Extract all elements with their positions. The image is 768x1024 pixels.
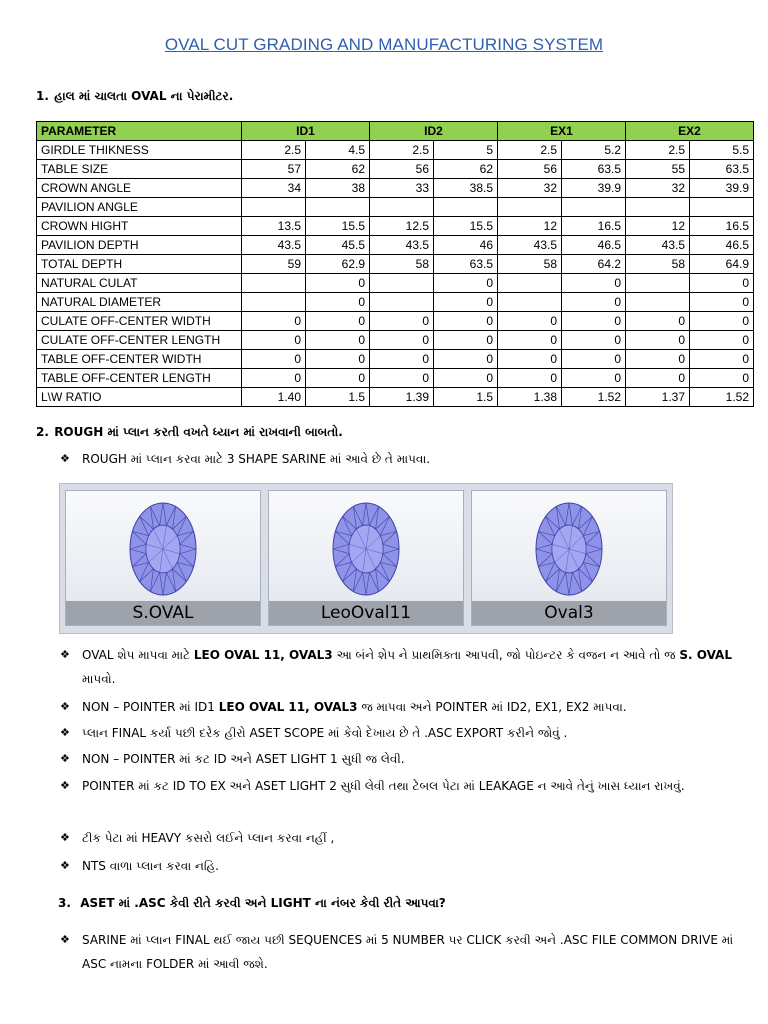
- list-item: [60, 721, 740, 745]
- parameter-value: [498, 293, 562, 312]
- parameter-value: [242, 274, 306, 293]
- parameter-value: 56: [498, 160, 562, 179]
- parameter-value: 0: [690, 369, 754, 388]
- bullet-icon: ❖: [60, 831, 70, 844]
- parameter-value: 0: [498, 331, 562, 350]
- shape-caption: Oval3: [472, 601, 666, 625]
- parameter-value: 1.39: [370, 388, 434, 407]
- parameter-value: 46: [434, 236, 498, 255]
- shape-caption: LeoOval11: [269, 601, 463, 625]
- shape-panel: [59, 483, 673, 634]
- parameter-value: 0: [306, 312, 370, 331]
- table-row: [37, 179, 754, 198]
- shape-caption: S.OVAL: [66, 601, 260, 625]
- table-header-row: [37, 122, 754, 141]
- parameter-value: 0: [562, 331, 626, 350]
- parameter-value: 2.5: [370, 141, 434, 160]
- parameter-value: 0: [434, 369, 498, 388]
- bullet-icon: ❖: [60, 700, 70, 713]
- parameter-value: [498, 274, 562, 293]
- parameter-value: 16.5: [690, 217, 754, 236]
- section-3-heading: [58, 896, 446, 911]
- parameter-value: 58: [626, 255, 690, 274]
- parameter-value: 0: [306, 350, 370, 369]
- parameter-value: 0: [626, 312, 690, 331]
- parameter-value: 12.5: [370, 217, 434, 236]
- table-header-cell: EX2: [626, 122, 754, 141]
- parameter-value: 1.52: [562, 388, 626, 407]
- parameter-value: 13.5: [242, 217, 306, 236]
- parameter-value: 0: [242, 350, 306, 369]
- parameter-value: 0: [306, 274, 370, 293]
- parameter-value: 0: [434, 331, 498, 350]
- bullet-text: NON – POINTER માં ID1 LEO OVAL 11, OVAL3 જ માપવા અને POINTER માં ID2, EX1, EX2 માપવા.: [82, 700, 627, 714]
- parameter-value: 0: [626, 350, 690, 369]
- table-row: [37, 312, 754, 331]
- parameter-value: 58: [370, 255, 434, 274]
- parameter-label: TOTAL DEPTH: [37, 255, 242, 274]
- parameter-value: 32: [626, 179, 690, 198]
- parameter-value: 0: [498, 312, 562, 331]
- parameter-label: PAVILION ANGLE: [37, 198, 242, 217]
- parameter-label: CULATE OFF-CENTER WIDTH: [37, 312, 242, 331]
- table-row: [37, 141, 754, 160]
- oval-diamond-icon: [330, 499, 402, 599]
- parameter-value: 16.5: [562, 217, 626, 236]
- parameter-value: 46.5: [690, 236, 754, 255]
- parameter-value: 0: [242, 331, 306, 350]
- parameter-value: [498, 198, 562, 217]
- parameter-value: 2.5: [242, 141, 306, 160]
- parameter-label: CROWN ANGLE: [37, 179, 242, 198]
- parameter-value: 12: [498, 217, 562, 236]
- parameter-value: 0: [690, 312, 754, 331]
- parameter-value: 43.5: [370, 236, 434, 255]
- table-row: [37, 388, 754, 407]
- table-header-cell: EX1: [498, 122, 626, 141]
- table-row: [37, 293, 754, 312]
- parameter-value: 43.5: [498, 236, 562, 255]
- parameter-value: 63.5: [434, 255, 498, 274]
- parameter-value: 39.9: [690, 179, 754, 198]
- table-header-cell: ID1: [242, 122, 370, 141]
- shape-card[interactable]: [471, 490, 667, 626]
- shape-card[interactable]: [268, 490, 464, 626]
- bullet-icon: ❖: [60, 726, 70, 739]
- parameter-value: 1.40: [242, 388, 306, 407]
- parameter-value: 0: [306, 369, 370, 388]
- shape-card[interactable]: [65, 490, 261, 626]
- parameter-value: 0: [434, 312, 498, 331]
- parameter-value: 12: [626, 217, 690, 236]
- parameter-value: 0: [370, 331, 434, 350]
- parameter-value: [242, 198, 306, 217]
- parameter-value: 63.5: [690, 160, 754, 179]
- list-item: [60, 928, 740, 976]
- list-item: [60, 695, 740, 719]
- parameter-value: 0: [306, 331, 370, 350]
- page-title: OVAL CUT GRADING AND MANUFACTURING SYSTEM: [164, 35, 604, 54]
- parameter-value: 0: [370, 312, 434, 331]
- parameter-value: 43.5: [242, 236, 306, 255]
- parameter-value: 39.9: [562, 179, 626, 198]
- parameter-value: [306, 198, 370, 217]
- parameter-value: [626, 293, 690, 312]
- bullet-text: ટીક પેટા માં HEAVY કસરો લઈને પ્લાન કરવા નહીં ,: [82, 831, 335, 845]
- parameter-value: 1.5: [306, 388, 370, 407]
- table-row: [37, 236, 754, 255]
- parameter-value: 0: [370, 369, 434, 388]
- parameter-value: 1.37: [626, 388, 690, 407]
- parameter-label: CULATE OFF-CENTER LENGTH: [37, 331, 242, 350]
- parameter-value: 0: [242, 312, 306, 331]
- section-number: 3.: [58, 896, 71, 910]
- parameter-value: 64.2: [562, 255, 626, 274]
- parameter-label: CROWN HIGHT: [37, 217, 242, 236]
- table-row: [37, 198, 754, 217]
- parameter-value: 43.5: [626, 236, 690, 255]
- parameter-value: 1.52: [690, 388, 754, 407]
- list-item: [60, 826, 740, 850]
- parameter-value: 4.5: [306, 141, 370, 160]
- oval-diamond-icon: [127, 499, 199, 599]
- parameter-value: 5.5: [690, 141, 754, 160]
- parameter-value: 0: [434, 274, 498, 293]
- section-1-heading: [36, 89, 233, 104]
- parameter-label: NATURAL DIAMETER: [37, 293, 242, 312]
- parameter-value: 55: [626, 160, 690, 179]
- parameter-label: NATURAL CULAT: [37, 274, 242, 293]
- table-row: [37, 350, 754, 369]
- parameter-value: 57: [242, 160, 306, 179]
- bullet-icon: ❖: [60, 452, 70, 465]
- parameter-value: 15.5: [434, 217, 498, 236]
- list-item: [60, 774, 740, 798]
- parameter-value: 0: [434, 293, 498, 312]
- list-item: [60, 447, 740, 471]
- parameter-value: 56: [370, 160, 434, 179]
- parameter-label: PAVILION DEPTH: [37, 236, 242, 255]
- parameter-value: 5.2: [562, 141, 626, 160]
- parameter-value: 0: [370, 350, 434, 369]
- parameter-value: 58: [498, 255, 562, 274]
- parameter-value: 62: [434, 160, 498, 179]
- list-item: [60, 747, 740, 771]
- bullet-text: NON – POINTER માં કટ ID અને ASET LIGHT 1 સુધી જ લેવી.: [82, 752, 405, 766]
- section-number: 2.: [36, 425, 49, 439]
- parameter-value: 0: [690, 293, 754, 312]
- parameter-value: 38: [306, 179, 370, 198]
- parameter-label: TABLE OFF-CENTER WIDTH: [37, 350, 242, 369]
- bullet-icon: ❖: [60, 752, 70, 765]
- parameter-value: 5: [434, 141, 498, 160]
- list-item: [60, 854, 740, 878]
- shape-image: [269, 491, 463, 603]
- parameter-value: 33: [370, 179, 434, 198]
- parameter-value: 0: [690, 350, 754, 369]
- table-row: [37, 217, 754, 236]
- parameter-value: [690, 198, 754, 217]
- parameter-value: 0: [562, 350, 626, 369]
- oval-diamond-icon: [533, 499, 605, 599]
- bullet-text: OVAL શેપ માપવા માટે LEO OVAL 11, OVAL3 આ બંને શેપ ને પ્રાથમિક્તા આપવી, જો પોઇન્ટર કે વજન ન આવે તો જ S. OVAL માપવો.: [82, 648, 732, 686]
- bullet-icon: ❖: [60, 779, 70, 792]
- parameter-value: 0: [434, 350, 498, 369]
- table-body: [37, 141, 754, 407]
- bullet-text: ROUGH માં પ્લાન કરવા માટે 3 SHAPE SARINE માં આવે છે તે માપવા.: [82, 452, 431, 466]
- bullet-text: NTS વાળા પ્લાન કરવા નહિ.: [82, 859, 219, 873]
- parameter-value: 0: [626, 369, 690, 388]
- parameter-value: 0: [562, 369, 626, 388]
- bullet-icon: ❖: [60, 933, 70, 946]
- parameter-value: [370, 274, 434, 293]
- table-row: [37, 331, 754, 350]
- parameter-value: [370, 293, 434, 312]
- parameter-label: TABLE OFF-CENTER LENGTH: [37, 369, 242, 388]
- parameter-value: 2.5: [498, 141, 562, 160]
- parameter-value: 32: [498, 179, 562, 198]
- parameter-value: 1.38: [498, 388, 562, 407]
- parameter-value: 59: [242, 255, 306, 274]
- parameter-value: 0: [562, 274, 626, 293]
- section-number: 1.: [36, 89, 49, 103]
- parameter-value: 62: [306, 160, 370, 179]
- bullet-icon: ❖: [60, 648, 70, 661]
- table-row: [37, 369, 754, 388]
- parameter-value: 46.5: [562, 236, 626, 255]
- section-3-text: ASET માં .ASC કેવી રીતે કરવી અને LIGHT ના નંબર કેવી રીતે આપવા?: [80, 896, 446, 910]
- section-1-text: હાલ માં ચાલતા OVAL ના પેરામીટર.: [54, 89, 234, 103]
- section-2-text: ROUGH માં પ્લાન કરતી વખતે ધ્યાન માં રાખવાની બાબતો.: [54, 425, 343, 439]
- section-2-heading: [36, 425, 343, 440]
- parameter-label: GIRDLE THIKNESS: [37, 141, 242, 160]
- parameter-value: [242, 293, 306, 312]
- parameter-value: 1.5: [434, 388, 498, 407]
- parameter-value: 0: [562, 312, 626, 331]
- table-row: [37, 274, 754, 293]
- table-row: [37, 160, 754, 179]
- table-header-cell: PARAMETER: [37, 122, 242, 141]
- parameter-value: 0: [498, 350, 562, 369]
- parameter-value: 45.5: [306, 236, 370, 255]
- parameter-value: 2.5: [626, 141, 690, 160]
- parameter-value: 0: [498, 369, 562, 388]
- shape-image: [66, 491, 260, 603]
- parameter-value: 62.9: [306, 255, 370, 274]
- shape-image: [472, 491, 666, 603]
- parameter-value: [370, 198, 434, 217]
- parameter-value: 15.5: [306, 217, 370, 236]
- parameter-value: [626, 198, 690, 217]
- parameter-label: TABLE SIZE: [37, 160, 242, 179]
- parameter-value: 0: [626, 331, 690, 350]
- table-header-cell: ID2: [370, 122, 498, 141]
- bullet-text: POINTER માં કટ ID TO EX અને ASET LIGHT 2 સુધી લેવી તથા ટેબલ પેટા માં LEAKAGE ન આવે તેનું ખાસ ધ્યાન રાખવું.: [82, 779, 685, 793]
- parameter-value: 64.9: [690, 255, 754, 274]
- parameter-value: [434, 198, 498, 217]
- parameter-value: 0: [690, 331, 754, 350]
- parameter-value: 38.5: [434, 179, 498, 198]
- bullet-text: SARINE માં પ્લાન FINAL થઈ જાય પછી SEQUENCES માં 5 NUMBER પર CLICK કરવી અને .ASC FILE COMMON DRIVE માં ASC નામના FOLDER માં આવી જશે.: [82, 933, 734, 971]
- parameter-value: 0: [306, 293, 370, 312]
- parameter-label: L\W RATIO: [37, 388, 242, 407]
- parameter-value: 63.5: [562, 160, 626, 179]
- table-row: [37, 255, 754, 274]
- parameter-value: 0: [690, 274, 754, 293]
- parameter-value: [626, 274, 690, 293]
- bullet-icon: ❖: [60, 859, 70, 872]
- parameter-value: 0: [562, 293, 626, 312]
- bullet-text: પ્લાન FINAL કર્યા પછી દરેક હીરો ASET SCOPE માં કેવો દેખાય છે તે .ASC EXPORT કરીને જોવું .: [82, 726, 568, 740]
- list-item: [60, 643, 740, 691]
- parameter-table: [36, 121, 754, 407]
- parameter-value: 34: [242, 179, 306, 198]
- parameter-value: [562, 198, 626, 217]
- parameter-value: 0: [242, 369, 306, 388]
